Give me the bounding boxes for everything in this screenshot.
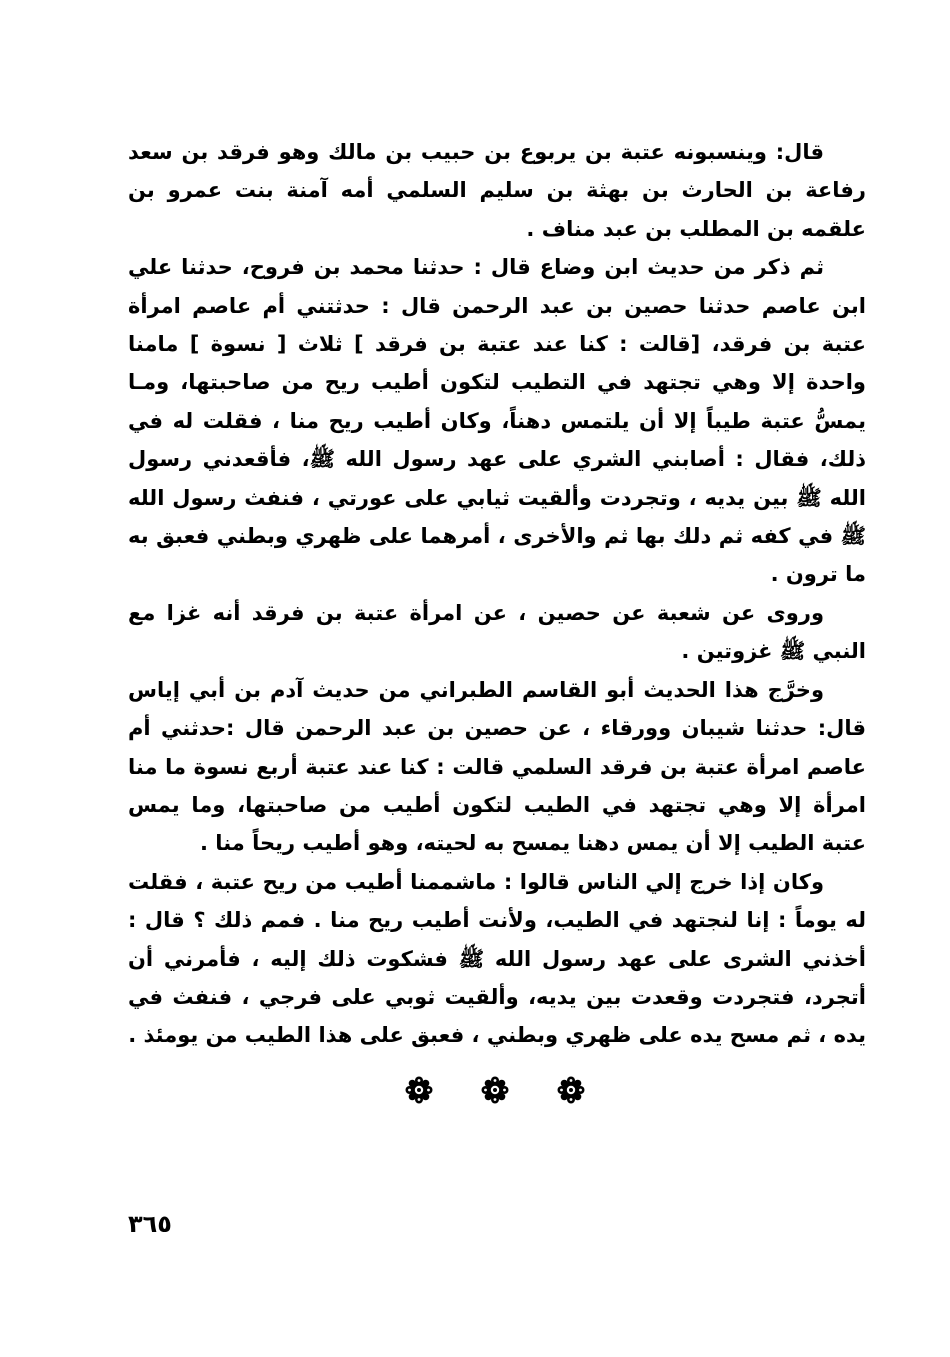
paragraph-lineage: قال: وينسبونه عتبة بن يربوع بن حبيب بن مالك وهو فرقد بن سعد رفاعة بن الحارث بن بهثة بن سليم السلمي أمه آمنة بنت عمرو بن علقمه بن المطلب بن عبد مناف . bbox=[128, 140, 866, 241]
paragraph-shuba-narration: وروى عن شعبة عن حصين ، عن امرأة عتبة بن فرقد أنه غزا مع النبي ﷺ غزوتين . bbox=[128, 600, 866, 664]
rosette-ornament-icon bbox=[405, 1076, 433, 1104]
paragraph-tabarani-narration: وخرَّج هذا الحديث أبو القاسم الطبراني من حديث آدم بن أبي إياس قال: حدثنا شيبان وورقاء ، عن حصين بن عبد الرحمن قال :حدثني أم عاصم امرأة عتبة بن فرقد السلمي قالت : كنا عند عتبة أربع نسوة ما منا امرأة إلا وهي تجتهد في الطيب لتكون أطيب من صاحبتها، وما يمس عتبة الطيب إلا أن يمس دهنا يمسح به لحيته، وهو أطيب ريحاً منا . bbox=[128, 677, 866, 856]
page-body-text bbox=[128, 133, 866, 1055]
paragraph-hadith-ibn-waddah: ثم ذكر من حديث ابن وضاع قال : حدثنا محمد بن فروح، حدثنا علي ابن عاصم حدثنا حصين بن عبد الرحمن قال : حدثتني أم عاصم امرأة عتبة بن فرقد، [قالت : كنا عند عتبة بن فرقد ] ثلاث [ نسوة ] مامنا واحدة إلا وهي تجتهد في التطيب لتكون أطيب ريح من صاحبتها، ومـا يمسُّ عتبة طيباً إلا أن يلتمس دهناً، وكان أطيب ريح منا ، فقلت له في ذلك، فقال : أصابني الشري على عهد رسول الله ﷺ، فأقعدني رسول الله ﷺ بين يديه ، وتجردت وألقيت ثيابي على عورتي ، فنفث رسول الله ﷺ في كفه ثم دلك بها ثم والأخرى ، أمرهما على ظهري وبطني فعبق به ما ترون . bbox=[128, 255, 866, 587]
paragraph-utba-fragrance: وكان إذا خرج إلي الناس قالوا : ماشممنا أطيب من ريح عتبة ، فقلت له يوماً : إنا لنجتهد في الطيب، ولأنت أطيب ريح منا . فمم ذلك ؟ قال : أخذني الشرى على عهد رسول الله ﷺ فشكوت ذلك إليه ، فأمرني أن أتجرد، فتجردت وقعدت بين يديه، وألقيت ثوبي على فرجي ، فنفث في يده ، ثم مسح يده على ظهري وبطني ، فعبق على هذا الطيب من يومئذ . bbox=[128, 869, 866, 1048]
page-number: ٣٦٥ bbox=[128, 1210, 172, 1238]
section-divider-ornaments bbox=[0, 1070, 950, 1110]
rosette-ornament-icon bbox=[481, 1076, 509, 1104]
rosette-ornament-icon bbox=[557, 1076, 585, 1104]
